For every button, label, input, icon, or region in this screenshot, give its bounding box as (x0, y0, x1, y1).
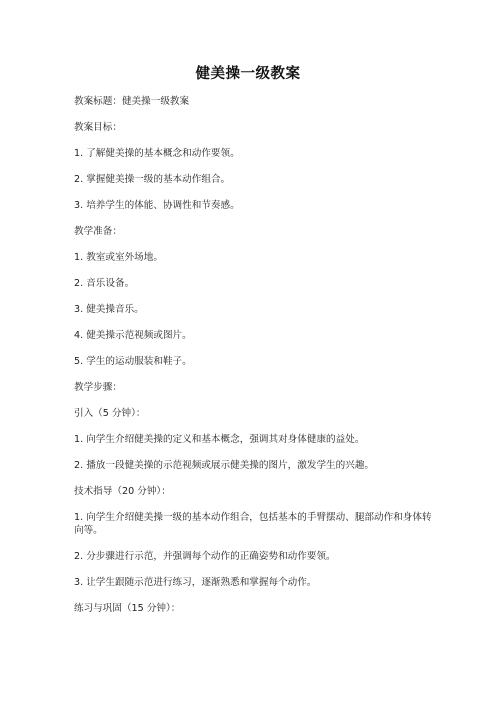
paragraph-goal-2: 2. 掌握健美操一级的基本动作组合。 (74, 174, 231, 185)
paragraph-practice-heading: 练习与巩固（15 分钟）： (74, 603, 181, 614)
paragraph-prep-1: 1. 教室或室外场地。 (74, 252, 163, 263)
paragraph-tech-1: 1. 向学生介绍健美操一级的基本动作组合，包括基本的手臂摆动、腿部动作和身体转向等。 (74, 512, 432, 536)
paragraph-goal-1: 1. 了解健美操的基本概念和动作要领。 (74, 148, 240, 159)
paragraph-intro-1: 1. 向学生介绍健美操的定义和基本概念，强调其对身体健康的益处。 (74, 434, 365, 445)
paragraph-intro-heading: 引入（5 分钟）： (74, 408, 146, 419)
paragraph-steps-heading: 教学步骤： (74, 382, 122, 393)
paragraph-intro-2: 2. 播放一段健美操的示范视频或展示健美操的图片，激发学生的兴趣。 (74, 460, 375, 471)
paragraph-goal-3: 3. 培养学生的体能、协调性和节奏感。 (74, 200, 240, 211)
paragraph-tech-2: 2. 分步骤进行示范，并强调每个动作的正确姿势和动作要领。 (74, 551, 336, 562)
paragraph-prep-2: 2. 音乐设备。 (74, 278, 135, 289)
paragraph-lesson-title: 教案标题：健美操一级教案 (74, 96, 190, 107)
paragraph-prep-4: 4. 健美操示范视频或图片。 (74, 330, 192, 341)
paragraph-goals-heading: 教案目标： (74, 122, 122, 133)
paragraph-prep-3: 3. 健美操音乐。 (74, 304, 144, 315)
document-title: 健美操一级教案 (195, 66, 301, 82)
paragraph-prep-heading: 教学准备： (74, 226, 122, 237)
paragraph-tech-3: 3. 让学生跟随示范进行练习，逐渐熟悉和掌握每个动作。 (74, 577, 317, 588)
paragraph-prep-5: 5. 学生的运动服装和鞋子。 (74, 356, 192, 367)
paragraph-tech-heading: 技术指导（20 分钟）： (74, 486, 171, 497)
document-body (74, 95, 434, 628)
